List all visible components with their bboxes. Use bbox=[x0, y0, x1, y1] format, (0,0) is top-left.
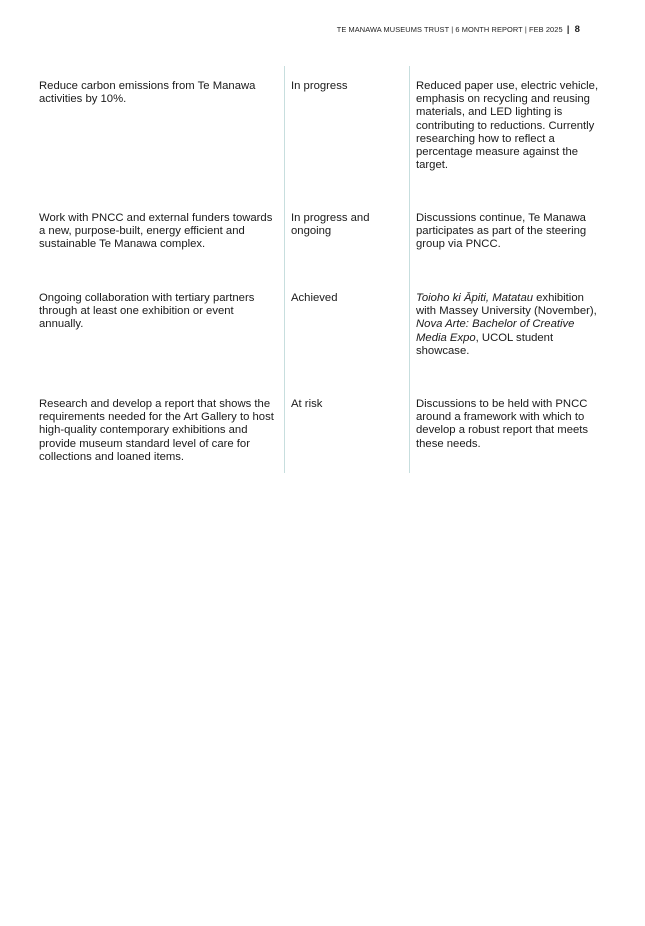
status-cell: In progress and ongoing bbox=[284, 203, 409, 283]
comment-text: exhibition with Massey University (November), bbox=[416, 292, 597, 318]
comment-cell: Reduced paper use, electric vehicle, emphasis on recycling and reusing materials, and LED lighting is contributing to reductions. Currently researching how to reflect a percentage measure against the target. bbox=[409, 66, 605, 203]
header-org: TE MANAWA MUSEUMS TRUST bbox=[336, 25, 450, 34]
objectives-table bbox=[39, 66, 605, 473]
comment-text: , UCOL student showcase. bbox=[416, 331, 554, 357]
comment-cell: Discussions to be held with PNCC around a framework with which to develop a robust report that meets these needs. bbox=[409, 389, 605, 473]
status-cell: In progress bbox=[284, 66, 409, 203]
table-row bbox=[39, 66, 605, 203]
page-header: TE MANAWA MUSEUMS TRUST | 6 MONTH REPORT | FEB 2025 | 8 bbox=[336, 24, 580, 35]
status-cell: At risk bbox=[284, 389, 409, 473]
header-date: FEB 2025 bbox=[529, 25, 563, 34]
objective-cell: Reduce carbon emissions from Te Manawa activities by 10%. bbox=[39, 80, 256, 106]
objective-cell: Research and develop a report that shows the requirements needed for the Art Gallery to host high-quality contemporary exhibitions and provide museum standard level of care for collections and loaned items. bbox=[39, 398, 274, 463]
table-row bbox=[39, 389, 605, 473]
status-cell: Achieved bbox=[284, 283, 409, 389]
table-row bbox=[39, 203, 605, 283]
comment-cell: Discussions continue, Te Manawa participates as part of the steering group via PNCC. bbox=[409, 203, 605, 283]
page-number: 8 bbox=[574, 24, 580, 35]
exhibition-title: Toioho ki Āpiti, Matatau bbox=[416, 292, 534, 304]
objective-cell: Ongoing collaboration with tertiary partners through at least one exhibition or event annually. bbox=[39, 292, 255, 331]
table-row bbox=[39, 283, 605, 389]
exhibition-title: Nova Arte: Bachelor of Creative Media Expo bbox=[416, 318, 575, 344]
header-report: 6 MONTH REPORT bbox=[455, 25, 523, 34]
header-divider: | bbox=[566, 24, 570, 34]
comment-cell bbox=[409, 283, 605, 389]
objective-cell: Work with PNCC and external funders towards a new, purpose-built, energy efficient and sustainable Te Manawa complex. bbox=[39, 212, 273, 251]
